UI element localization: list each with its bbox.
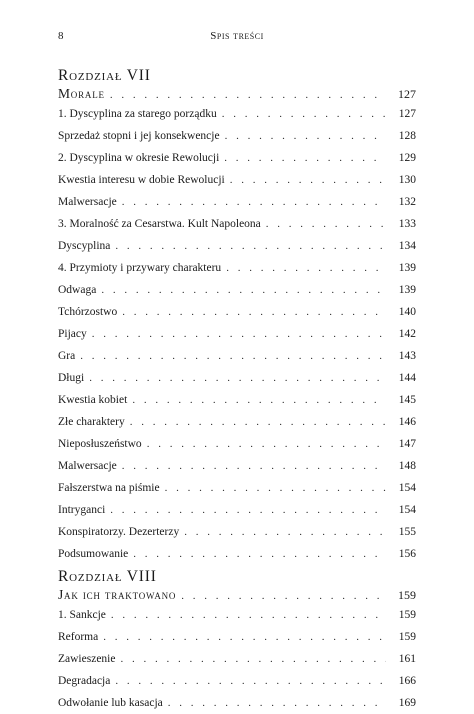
toc-entry[interactable] xyxy=(58,433,416,455)
toc-entry-label: Jak ich traktowano xyxy=(58,587,177,602)
dot-leader xyxy=(115,670,386,692)
toc-page-number: 139 xyxy=(398,262,416,274)
toc-page-number: 161 xyxy=(398,653,416,665)
toc-entry[interactable] xyxy=(58,648,416,670)
toc-entry-label: Dyscyplina xyxy=(58,240,111,252)
toc-entry-label: Odwaga xyxy=(58,284,97,296)
toc-section[interactable] xyxy=(58,84,416,103)
toc-entry[interactable] xyxy=(58,323,416,345)
toc-page-number: 146 xyxy=(398,416,416,428)
toc-page-number: 127 xyxy=(398,87,416,101)
dot-leader xyxy=(111,604,386,626)
toc-entry-label: Morale xyxy=(58,86,105,101)
toc-page-number: 132 xyxy=(398,196,416,208)
toc-entry-label: Degradacja xyxy=(58,675,111,687)
toc-entry[interactable] xyxy=(58,125,416,147)
toc-entry-label: 1. Sankcje xyxy=(58,609,106,621)
toc-page-number: 159 xyxy=(398,588,416,602)
toc-entry[interactable] xyxy=(58,499,416,521)
toc-page-number: 166 xyxy=(398,675,416,687)
toc-entry-label: Zawieszenie xyxy=(58,653,116,665)
dot-leader xyxy=(132,389,386,411)
toc-entry[interactable] xyxy=(58,604,416,626)
dot-leader xyxy=(80,345,386,367)
toc-entry[interactable] xyxy=(58,257,416,279)
toc-entry-label: Odwołanie lub kasacja xyxy=(58,697,163,709)
dot-leader xyxy=(230,169,386,191)
dot-leader xyxy=(184,521,386,543)
dot-leader xyxy=(103,626,386,648)
toc-page-number: 159 xyxy=(398,631,416,643)
toc-entry[interactable] xyxy=(58,103,416,125)
chapter-title: Rozdział VII xyxy=(58,67,151,84)
toc-entry[interactable] xyxy=(58,521,416,543)
dot-leader xyxy=(147,433,386,455)
toc-page-number: 139 xyxy=(398,284,416,296)
page-header xyxy=(58,30,416,46)
dot-leader xyxy=(92,323,386,345)
toc-page-number: 154 xyxy=(398,504,416,516)
toc-entry-label: Malwersacje xyxy=(58,196,117,208)
toc-entry[interactable] xyxy=(58,169,416,191)
toc-entry-label: 3. Moralność za Cesarstwa. Kult Napoleona xyxy=(58,218,261,230)
toc-page-number: 140 xyxy=(398,306,416,318)
toc-entry-label: Malwersacje xyxy=(58,460,117,472)
dot-leader xyxy=(122,191,386,213)
toc-page-number: 143 xyxy=(398,350,416,362)
toc-entry-label: Kwestia interesu w dobie Rewolucji xyxy=(58,174,225,186)
toc-entry[interactable] xyxy=(58,213,416,235)
dot-leader xyxy=(133,543,386,565)
toc-entry[interactable] xyxy=(58,147,416,169)
toc-page-number: 154 xyxy=(398,482,416,494)
dot-leader xyxy=(101,279,386,301)
toc-entry-label: Pijacy xyxy=(58,328,87,340)
toc-entry-label: Fałszerstwa na piśmie xyxy=(58,482,160,494)
toc-page-number: 142 xyxy=(398,328,416,340)
dot-leader xyxy=(110,499,386,521)
toc-entry[interactable] xyxy=(58,191,416,213)
toc-entry[interactable] xyxy=(58,692,416,714)
dot-leader xyxy=(266,213,386,235)
toc-entry-label: Intryganci xyxy=(58,504,106,516)
dot-leader xyxy=(181,587,386,604)
toc-section[interactable] xyxy=(58,585,416,604)
toc-page-number: 159 xyxy=(398,609,416,621)
toc-entry[interactable] xyxy=(58,626,416,648)
toc-page-number: 129 xyxy=(398,152,416,164)
toc-page-number: 145 xyxy=(398,394,416,406)
toc-entry[interactable] xyxy=(58,367,416,389)
dot-leader xyxy=(165,477,386,499)
toc-entry[interactable] xyxy=(58,411,416,433)
dot-leader xyxy=(115,235,386,257)
toc-entry-label: 1. Dyscyplina za starego porządku xyxy=(58,108,217,120)
dot-leader xyxy=(225,125,386,147)
dot-leader xyxy=(120,648,386,670)
toc-page-number: 133 xyxy=(398,218,416,230)
toc-entry-label: Złe charaktery xyxy=(58,416,125,428)
toc-entry-label: Gra xyxy=(58,350,76,362)
dot-leader xyxy=(222,103,386,125)
toc-entry-label: 4. Przymioty i przywary charakteru xyxy=(58,262,222,274)
dot-leader xyxy=(110,86,386,103)
toc-entry[interactable] xyxy=(58,235,416,257)
toc-entry[interactable] xyxy=(58,301,416,323)
table-of-contents xyxy=(58,67,416,714)
toc-page-number: 148 xyxy=(398,460,416,472)
toc-entry-label: Reforma xyxy=(58,631,99,643)
toc-entry[interactable] xyxy=(58,345,416,367)
toc-entry-label: 2. Dyscyplina w okresie Rewolucji xyxy=(58,152,220,164)
toc-entry-label: Podsumowanie xyxy=(58,548,129,560)
toc-page-number: 156 xyxy=(398,548,416,560)
toc-page-number: 147 xyxy=(398,438,416,450)
dot-leader xyxy=(122,455,386,477)
toc-page-number: 128 xyxy=(398,130,416,142)
toc-entry[interactable] xyxy=(58,543,416,565)
toc-entry[interactable] xyxy=(58,279,416,301)
dot-leader xyxy=(89,367,386,389)
dot-leader xyxy=(224,147,386,169)
running-head: Spis treści xyxy=(210,30,264,42)
toc-page-number: 134 xyxy=(398,240,416,252)
toc-entry-label: Kwestia kobiet xyxy=(58,394,128,406)
page-number: 8 xyxy=(58,30,64,42)
toc-entry[interactable] xyxy=(58,670,416,692)
dot-leader xyxy=(122,301,386,323)
toc-entry-label: Nieposłuszeństwo xyxy=(58,438,142,450)
toc-page-number: 144 xyxy=(398,372,416,384)
toc-entry-label: Sprzedaż stopni i jej konsekwencje xyxy=(58,130,220,142)
toc-entry[interactable] xyxy=(58,455,416,477)
dot-leader xyxy=(168,692,386,714)
toc-entry-label: Długi xyxy=(58,372,85,384)
toc-entry-label: Konspiratorzy. Dezerterzy xyxy=(58,526,180,538)
chapter-title: Rozdział VIII xyxy=(58,568,157,585)
toc-page-number: 127 xyxy=(398,108,416,120)
toc-entry[interactable] xyxy=(58,477,416,499)
toc-page-number: 155 xyxy=(398,526,416,538)
toc-entry[interactable] xyxy=(58,389,416,411)
toc-entry-label: Tchórzostwo xyxy=(58,306,118,318)
toc-page-number: 130 xyxy=(398,174,416,186)
toc-page-number: 169 xyxy=(398,697,416,709)
dot-leader xyxy=(130,411,386,433)
dot-leader xyxy=(226,257,386,279)
